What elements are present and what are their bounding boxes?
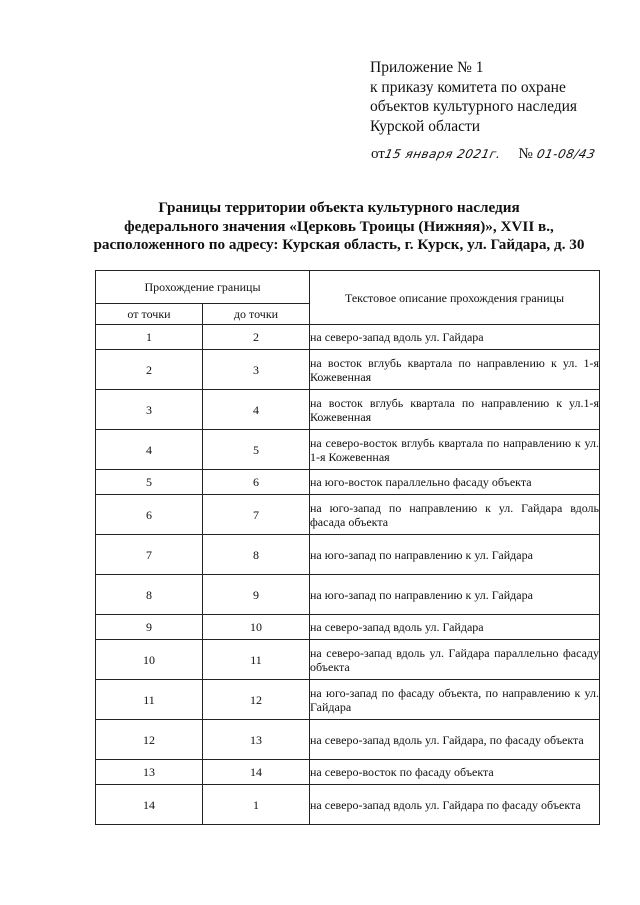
cell-to: 10 [203,615,310,640]
cell-description: на юго-восток параллельно фасаду объекта [310,470,600,495]
cell-to: 14 [203,760,310,785]
table-row [96,470,600,495]
cell-from: 8 [96,575,203,615]
cell-to: 12 [203,680,310,720]
cell-to: 8 [203,535,310,575]
cell-description: на северо-восток по фасаду объекта [310,760,600,785]
cell-description: на восток вглубь квартала по направлению к ул. 1-я Кожевенная [310,350,600,390]
cell-from: 14 [96,785,203,825]
cell-to: 11 [203,640,310,680]
table-row [96,495,600,535]
cell-description: на юго-запад по направлению к ул. Гайдара [310,535,600,575]
cell-from: 13 [96,760,203,785]
document-title [80,199,598,255]
appendix-line-2: к приказу комитета по охране [370,78,566,96]
cell-from: 1 [96,325,203,350]
cell-description: на северо-запад вдоль ул. Гайдара, по фасаду объекта [310,720,600,760]
title-line-1: Границы территории объекта культурного наследия [158,199,520,216]
table-row [96,350,600,390]
cell-to: 1 [203,785,310,825]
handwritten-number: 01-08/43 [535,147,597,161]
cell-description: на северо-восток вглубь квартала по направлению к ул. 1-я Кожевенная [310,430,600,470]
cell-from: 7 [96,535,203,575]
appendix-line-1: Приложение № 1 [370,59,484,76]
header-text-description: Текстовое описание прохождения границы [310,271,600,325]
table-row [96,535,600,575]
cell-description: на юго-запад по направлению к ул. Гайдара вдоль фасада объекта [310,495,600,535]
cell-to: 13 [203,720,310,760]
table-row [96,640,600,680]
cell-to: 4 [203,390,310,430]
table-row [96,785,600,825]
order-number-label: № [518,146,533,162]
appendix-header [370,58,577,136]
cell-to: 7 [203,495,310,535]
cell-from: 10 [96,640,203,680]
table-row [96,680,600,720]
cell-description: на северо-запад вдоль ул. Гайдара [310,325,600,350]
header-from-point: от точки [96,304,203,325]
table-row [96,720,600,760]
cell-from: 9 [96,615,203,640]
cell-description: на юго-запад по направлению к ул. Гайдара [310,575,600,615]
cell-to: 3 [203,350,310,390]
cell-description: на северо-запад вдоль ул. Гайдара по фасаду объекта [310,785,600,825]
cell-description: на юго-запад по фасаду объекта, по направлению к ул. Гайдара [310,680,600,720]
order-from-label: от [371,146,385,162]
table-row [96,390,600,430]
cell-to: 6 [203,470,310,495]
cell-from: 11 [96,680,203,720]
boundary-table [95,270,600,825]
cell-from: 5 [96,470,203,495]
cell-description: на северо-запад вдоль ул. Гайдара [310,615,600,640]
cell-from: 3 [96,390,203,430]
handwritten-date: 15 января 2021г. [383,147,503,161]
cell-to: 2 [203,325,310,350]
cell-from: 6 [96,495,203,535]
cell-description: на восток вглубь квартала по направлению к ул.1-я Кожевенная [310,390,600,430]
cell-to: 9 [203,575,310,615]
title-line-3: расположенного по адресу: Курская область, г. Курск, ул. Гайдара, д. 30 [93,236,585,253]
table-row [96,430,600,470]
appendix-line-3: объектов культурного наследия [370,98,578,115]
table-row [96,760,600,785]
order-date-number [371,146,595,163]
cell-from: 4 [96,430,203,470]
cell-from: 12 [96,720,203,760]
cell-to: 5 [203,430,310,470]
appendix-line-4: Курской области [370,117,481,135]
title-line-2: федерального значения «Церковь Троицы (Нижняя)», XVII в., [124,217,554,235]
header-to-point: до точки [203,304,310,325]
table-row [96,575,600,615]
table-row [96,325,600,350]
cell-description: на северо-запад вдоль ул. Гайдара параллельно фасаду объекта [310,640,600,680]
header-boundary-passage: Прохождение границы [96,271,310,304]
cell-from: 2 [96,350,203,390]
table-row [96,615,600,640]
